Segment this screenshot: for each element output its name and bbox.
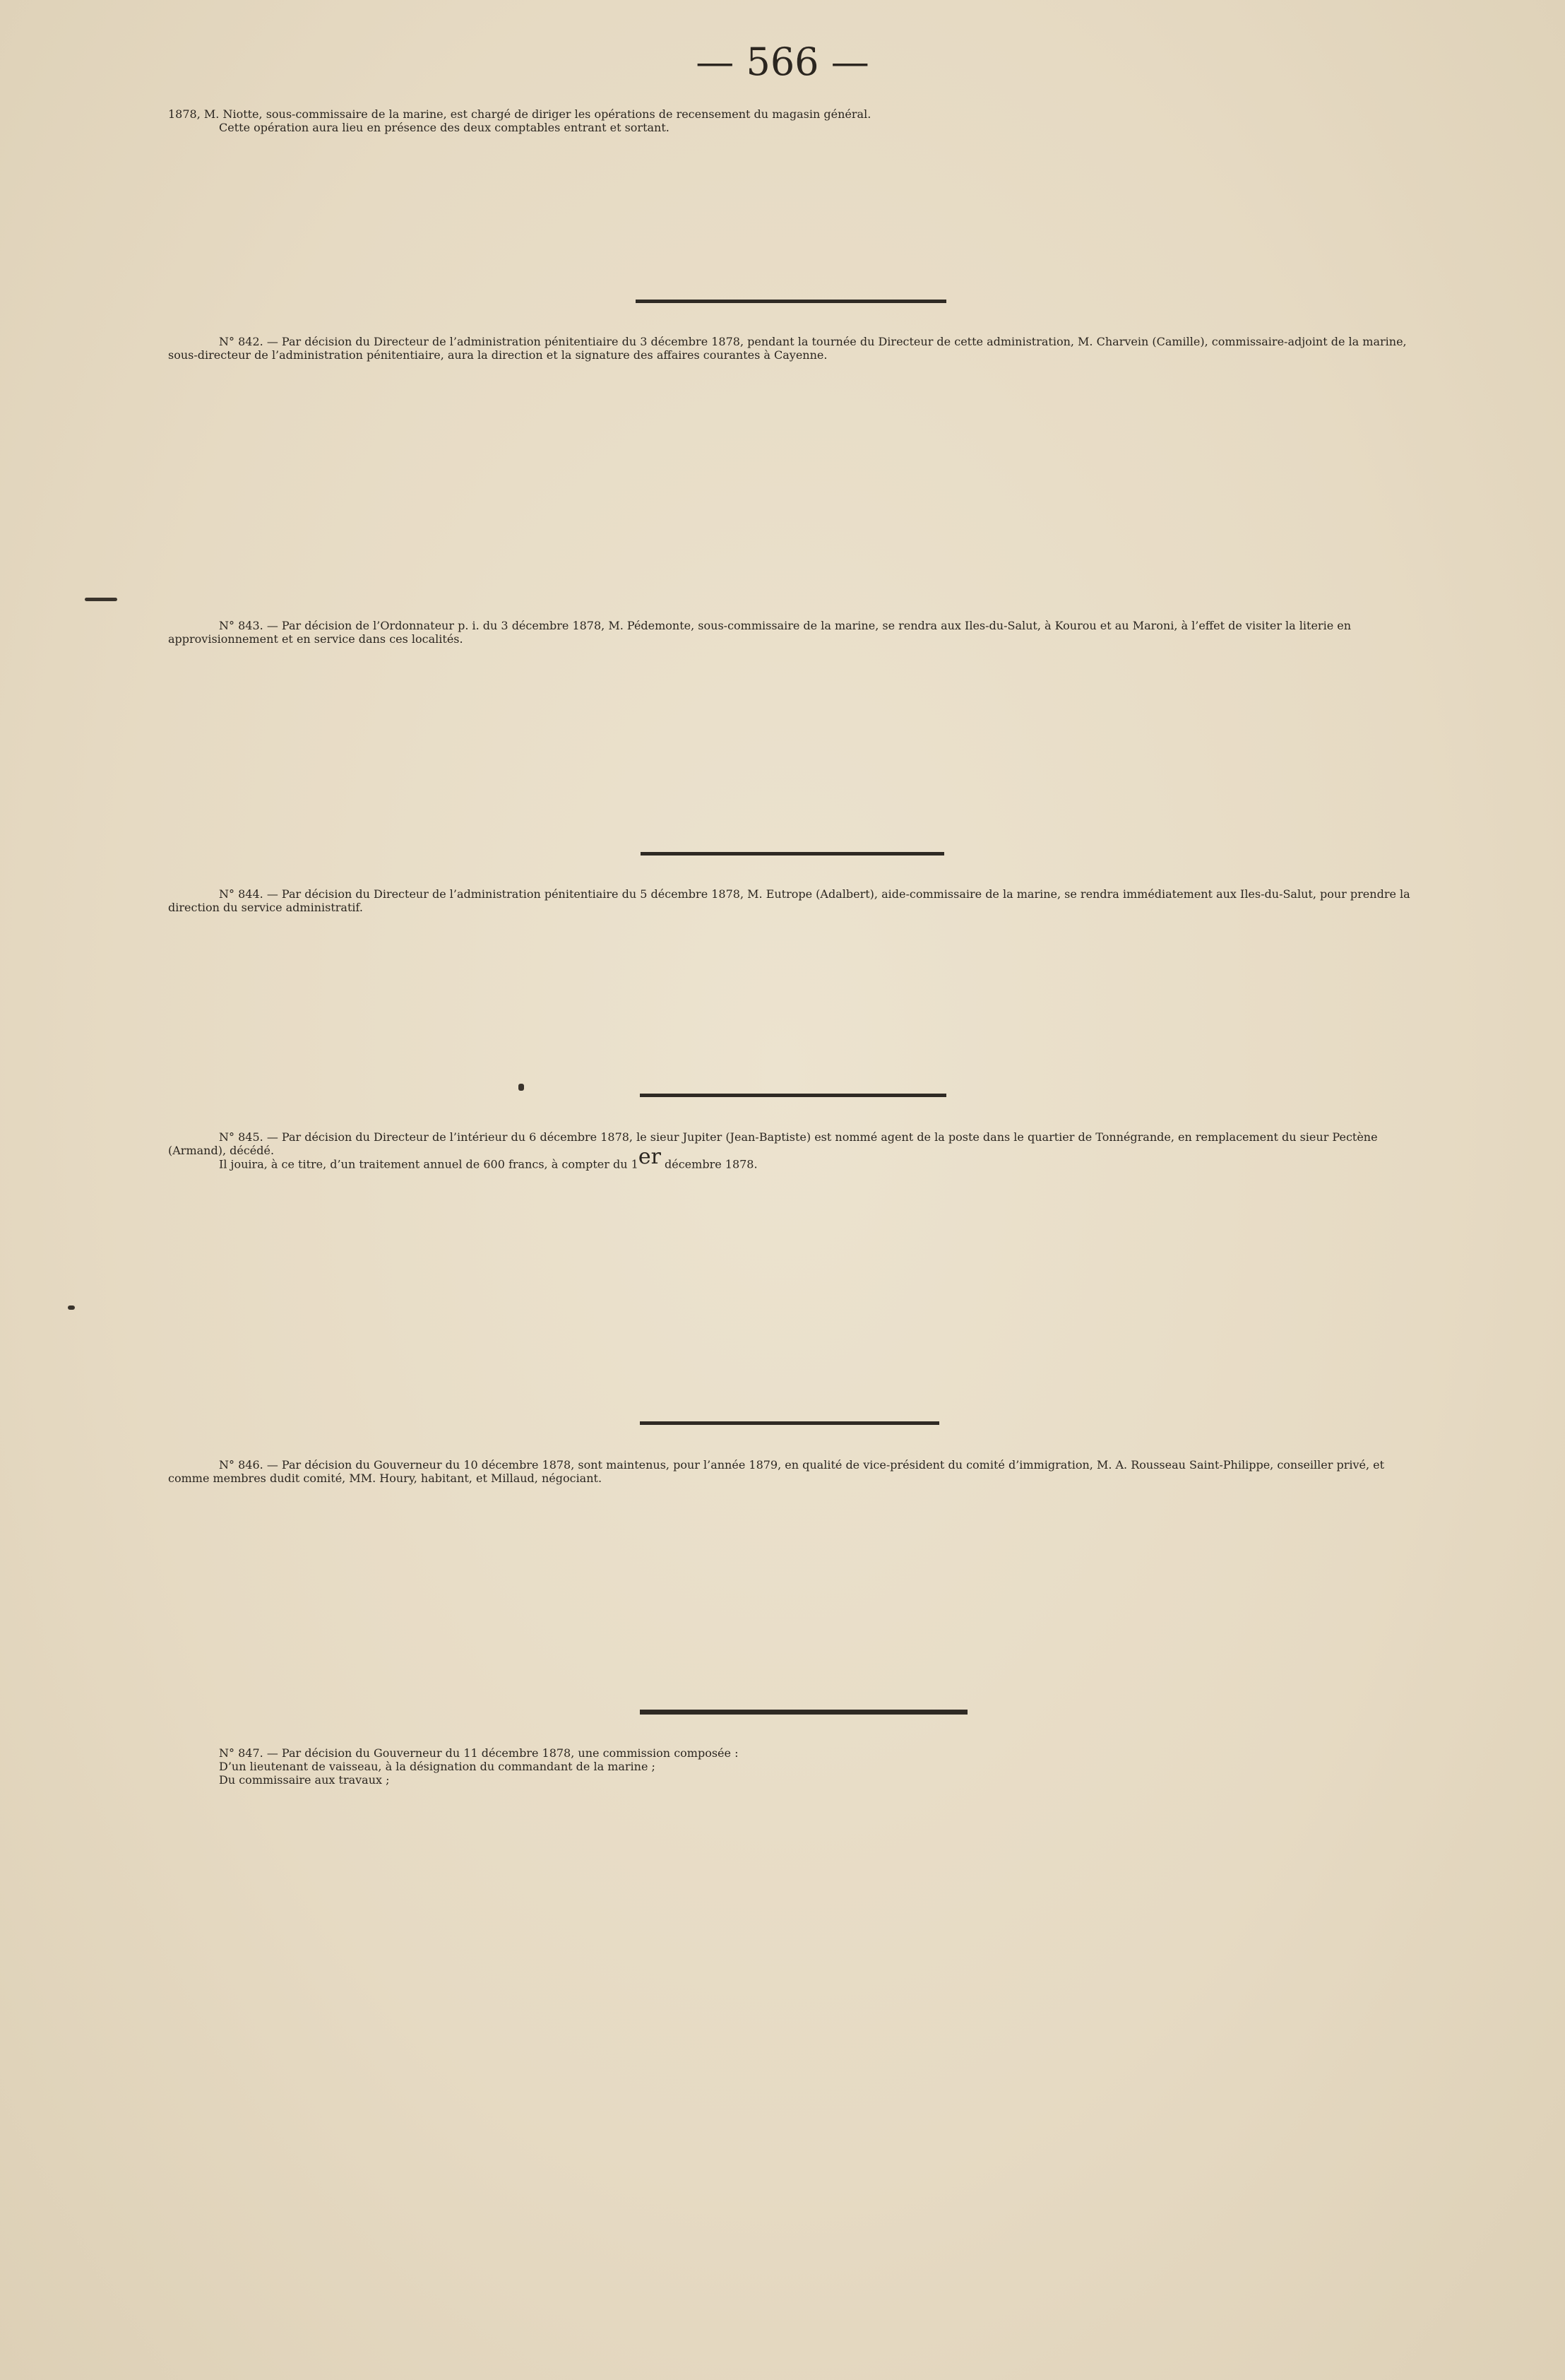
entry-text: — Par décision du Gouverneur du 10 décembre 1878, sont maintenus, pour l’année 1879, en qualité de vice-président du comité d’immigration, M. A. Rousseau Saint-Philippe, conseiller privé, et comme membres dudit comité, MM. Houry, habitant, et Millaud, négociant. xyxy=(168,1458,1385,1485)
page-number: — 566 — xyxy=(696,40,869,84)
separator-rule xyxy=(641,852,944,856)
entry-843 xyxy=(168,619,1420,646)
entry-text: — Par décision du Directeur de l’intérieur du 6 décembre 1878, le sieur Jupiter (Jean-Baptiste) est nommé agent de la poste dans le quartier de Tonnégrande, en remplacement du sieur Pectène (Armand), décédé. xyxy=(168,1130,1378,1157)
scan-speck xyxy=(68,1306,75,1310)
separator-rule xyxy=(640,1710,968,1715)
entry-number: N° 847. xyxy=(219,1746,263,1760)
entry-844 xyxy=(168,887,1420,914)
entry-number: N° 844. xyxy=(219,887,263,901)
scan-speck xyxy=(85,598,117,601)
continuation-paragraph-2: Cette opération aura lieu en présence des deux comptables entrant et sortant. xyxy=(219,121,670,134)
entry-text: — Par décision du Directeur de l’administration pénitentiaire du 5 décembre 1878, M. Eutrope (Adalbert), aide-commissaire de la marine, se rendra immédiatement aux Iles-du-Salut, pour prendre la direction du service administratif. xyxy=(168,887,1410,914)
entry-846 xyxy=(168,1458,1420,1485)
entry-842 xyxy=(168,335,1420,362)
separator-rule xyxy=(640,1421,939,1425)
entry-number: N° 842. xyxy=(219,335,263,348)
entry-text: — Par décision de l’Ordonnateur p. i. du 3 décembre 1878, M. Pédemonte, sous-commissaire de la marine, se rendra aux Iles-du-Salut, à Kourou et au Maroni, à l’effet de visiter la literie en approvisionnement et en service dans ces localités. xyxy=(168,619,1352,646)
entry-number: N° 846. xyxy=(219,1458,263,1472)
entry-number: N° 843. xyxy=(219,619,263,632)
separator-rule xyxy=(636,300,946,303)
entry-text: — Par décision du Directeur de l’administration pénitentiaire du 3 décembre 1878, pendant la tournée du Directeur de cette administration, M. Charvein (Camille), commissaire-adjoint de la marine, sous-directeur de l’administration pénitentiaire, aura la direction et la signature des affaires courantes à Cayenne. xyxy=(168,335,1407,362)
entry-number: N° 845. xyxy=(219,1130,263,1144)
entry-847-paragraph-2: D’un lieutenant de vaisseau, à la désignation du commandant de la marine ; xyxy=(219,1760,655,1773)
entry-847-paragraph-3: Du commissaire aux travaux ; xyxy=(219,1773,390,1787)
entry-845 xyxy=(168,1130,1420,1171)
entry-847 xyxy=(168,1746,1420,1787)
continuation-paragraph-1: 1878, M. Niotte, sous-commissaire de la marine, est chargé de diriger les opérations de recensement du magasin général. xyxy=(168,107,871,121)
entry-845-paragraph-2: Il jouira, à ce titre, d’un traitement annuel de 600 francs, à compter du 1er décembre 1878. xyxy=(219,1144,758,1171)
continuation-block xyxy=(168,107,1420,134)
separator-rule xyxy=(640,1094,946,1097)
entry-text: — Par décision du Gouverneur du 11 décembre 1878, une commission composée : xyxy=(266,1746,739,1760)
scan-speck xyxy=(518,1084,524,1091)
